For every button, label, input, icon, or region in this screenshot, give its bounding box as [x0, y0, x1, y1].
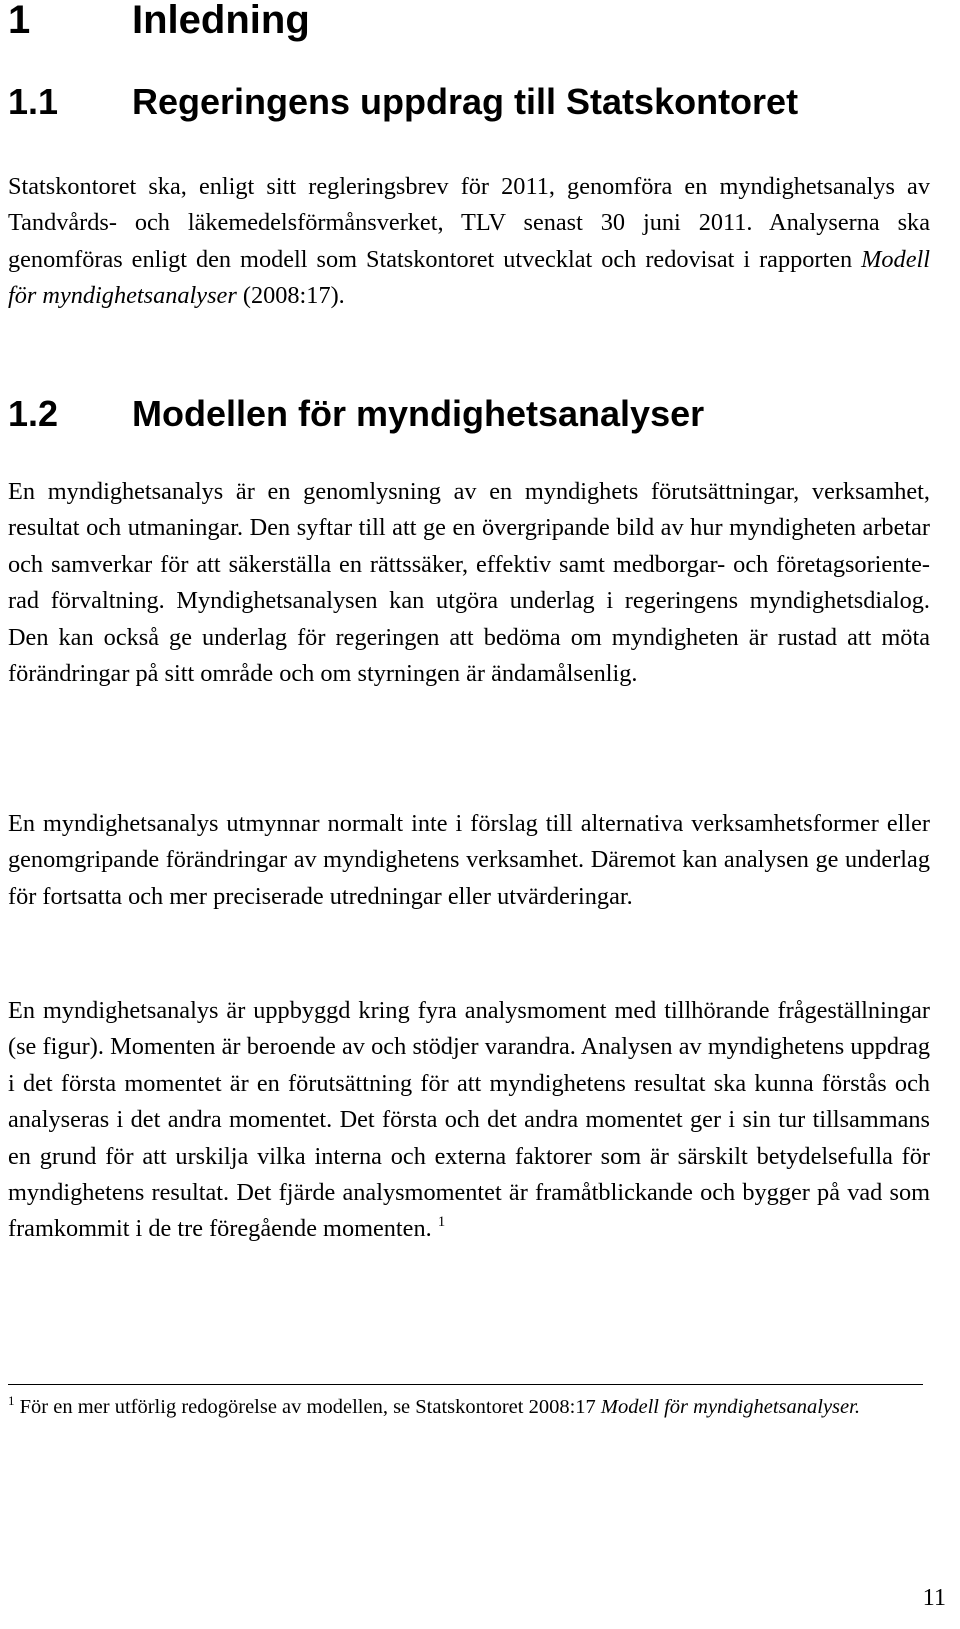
report-title: Modell för myndighetsanalyser: [8, 245, 930, 310]
section-1-2-paragraph-1: [8, 474, 930, 692]
chapter-number: 1: [8, 0, 31, 42]
chapter-title: Inledning: [132, 0, 310, 42]
footnote-text: För en mer utförlig redogörelse av modellen, se Statskontoret 2008:17: [14, 1396, 601, 1418]
footnote-report-title: Modell för myndighetsanalyser.: [600, 1396, 860, 1418]
paragraph-text: En myndighetsanalys är uppbyggd kring fyra analysmoment med tillhörande frågeställningar (se figur). Momenten är beroende av och stödjer varandra. Analysen av myndighetens uppdrag i det första momentet är en förutsättning för att myndighetens resultat ska kunna förstås och analyseras i det andra momentet. Det första och det andra momentet ger i sin tur tillsammans en grund för att urskilja vilka interna och externa faktorer som är särskilt betydelsefulla för myndighetens resultat. Det fjärde analysmomentet är framåtblickande och bygger på vad som framkommit i de tre föregående momenten.: [8, 997, 930, 1243]
section-1-1-paragraph: [8, 169, 930, 315]
section-1-2-paragraph-2: [8, 806, 930, 915]
page-number: 11: [922, 1584, 946, 1611]
section-number: 1.1: [8, 81, 59, 122]
paragraph-text: En myndighetsanalys är en genomlysning av en myndighets förutsättningar, verksamhet, resultat och utmaningar. Den syftar till att ge en övergripande bild av hur myndigheten arbetar och samverkar för att säkerställa en rättssäker, effektiv samt medborgar- och företagsorienterad förvaltning. Myndighetsanalysen kan utgöra underlag i regeringens myndighetsdialog. Den kan också ge underlag för regeringen att bedöma om myndigheten är rustad att möta förändringar på sitt område och om styrningen är ändamålsenlig.: [8, 478, 930, 688]
section-1-2-paragraph-3: [8, 993, 930, 1248]
paragraph-text: En myndighetsanalys utmynnar normalt inte i förslag till alternativa verksamhetsformer eller genomgripande förändringar av myndighetens verksamhet. Däremot kan analysen ge underlag för fortsatta och mer preciserade utredningar eller utvärderingar.: [8, 810, 930, 910]
section-number: 1.2: [8, 393, 59, 434]
report-number: (2008:17).: [236, 282, 345, 310]
footnote-reference[interactable]: 1: [437, 1214, 446, 1231]
footnote-separator: [8, 1384, 923, 1385]
section-title: Regeringens uppdrag till Statskontoret: [132, 81, 799, 122]
section-heading-1-1: [8, 80, 798, 124]
section-heading-1-2: [8, 392, 704, 436]
footnote-marker: 1: [8, 1393, 15, 1408]
footnote: [8, 1393, 924, 1421]
paragraph-text: Statskontoret ska, enligt sitt regleringsbrev för 2011, genomföra en myndighetsanalys av Tandvårds- och läkemedelsförmånsverket, TLV senast 30 juni 2011. Analyserna ska genomföras enligt den modell som Statskontoret utvecklat och redovisat i rapporten: [8, 173, 930, 273]
chapter-heading: [8, 0, 310, 48]
section-title: Modellen för myndighetsanalyser: [132, 393, 705, 434]
